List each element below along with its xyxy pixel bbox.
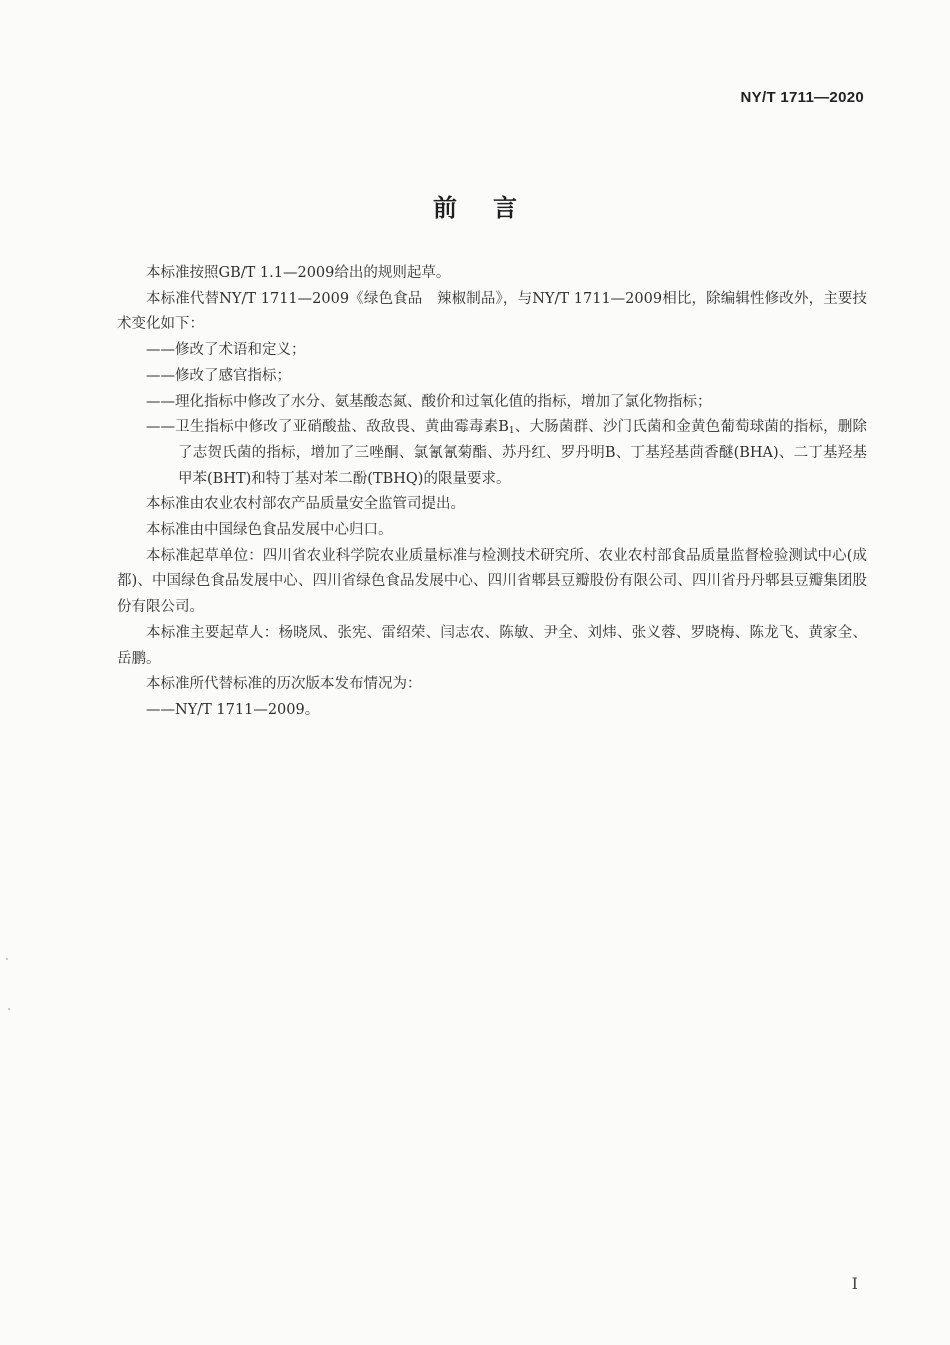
paragraph-proposer: 本标准由农业农村部农产品质量安全监管司提出。	[146, 496, 465, 513]
history-item: ——NY/T 1711—2009。	[146, 701, 320, 718]
subscript-1: 1	[508, 426, 515, 437]
page-title: 前言	[433, 193, 553, 222]
change-item-hygiene-part1: ——卫生指标中修改了亚硝酸盐、敌敌畏、黄曲霉毒素B	[146, 419, 509, 436]
change-item-hygiene	[117, 415, 867, 492]
paragraph-drafting-rules: 本标准按照GB/T 1.1—2009给出的规则起草。	[146, 265, 451, 281]
standard-code: NY/T 1711—2020	[740, 89, 864, 106]
paragraph-drafting-units: 本标准起草单位：四川省农业科学院农业质量标准与检测技术研究所、农业农村部食品质量监督检验测试中心(成都)、中国绿色食品发展中心、四川省绿色食品发展中心、四川省郫县豆瓣股份有限公司、四川省丹丹郫县豆瓣集团股份有限公司。	[117, 547, 867, 616]
paragraph-replacement: 本标准代替NY/T 1711—2009《绿色食品 辣椒制品》，与NY/T 1711—2009相比，除编辑性修改外，主要技术变化如下：	[117, 290, 867, 333]
page-number: I	[851, 1274, 858, 1293]
change-item-hygiene-part2: 、大肠菌群、沙门氏菌和金黄色葡萄球菌的指标，删除了志贺氏菌的指标，增加了三唑酮、氯氰氰菊酯、苏丹红、罗丹明B、丁基羟基茴香醚(BHA)、二丁基羟基甲苯(BHT)和特丁基对苯二酚(TBHQ)的限量要求。	[178, 419, 868, 487]
paragraph-centralized: 本标准由中国绿色食品发展中心归口。	[146, 522, 393, 539]
scan-speck	[6, 958, 8, 960]
preface-body	[117, 261, 867, 724]
scan-speck	[8, 1008, 10, 1010]
paragraph-history: 本标准所代替标准的历次版本发布情况为：	[146, 676, 422, 693]
change-item-terms: ——修改了术语和定义；	[146, 342, 306, 359]
change-item-physicochemical: ——理化指标中修改了水分、氨基酸态氮、酸价和过氧化值的指标，增加了氯化物指标；	[146, 393, 712, 410]
change-item-sensory: ——修改了感官指标；	[146, 367, 291, 384]
paragraph-drafters: 本标准主要起草人：杨晓凤、张宪、雷绍荣、闫志农、陈敏、尹全、刘炜、张义蓉、罗晓梅、陈龙飞、黄家全、岳鹏。	[117, 624, 867, 667]
